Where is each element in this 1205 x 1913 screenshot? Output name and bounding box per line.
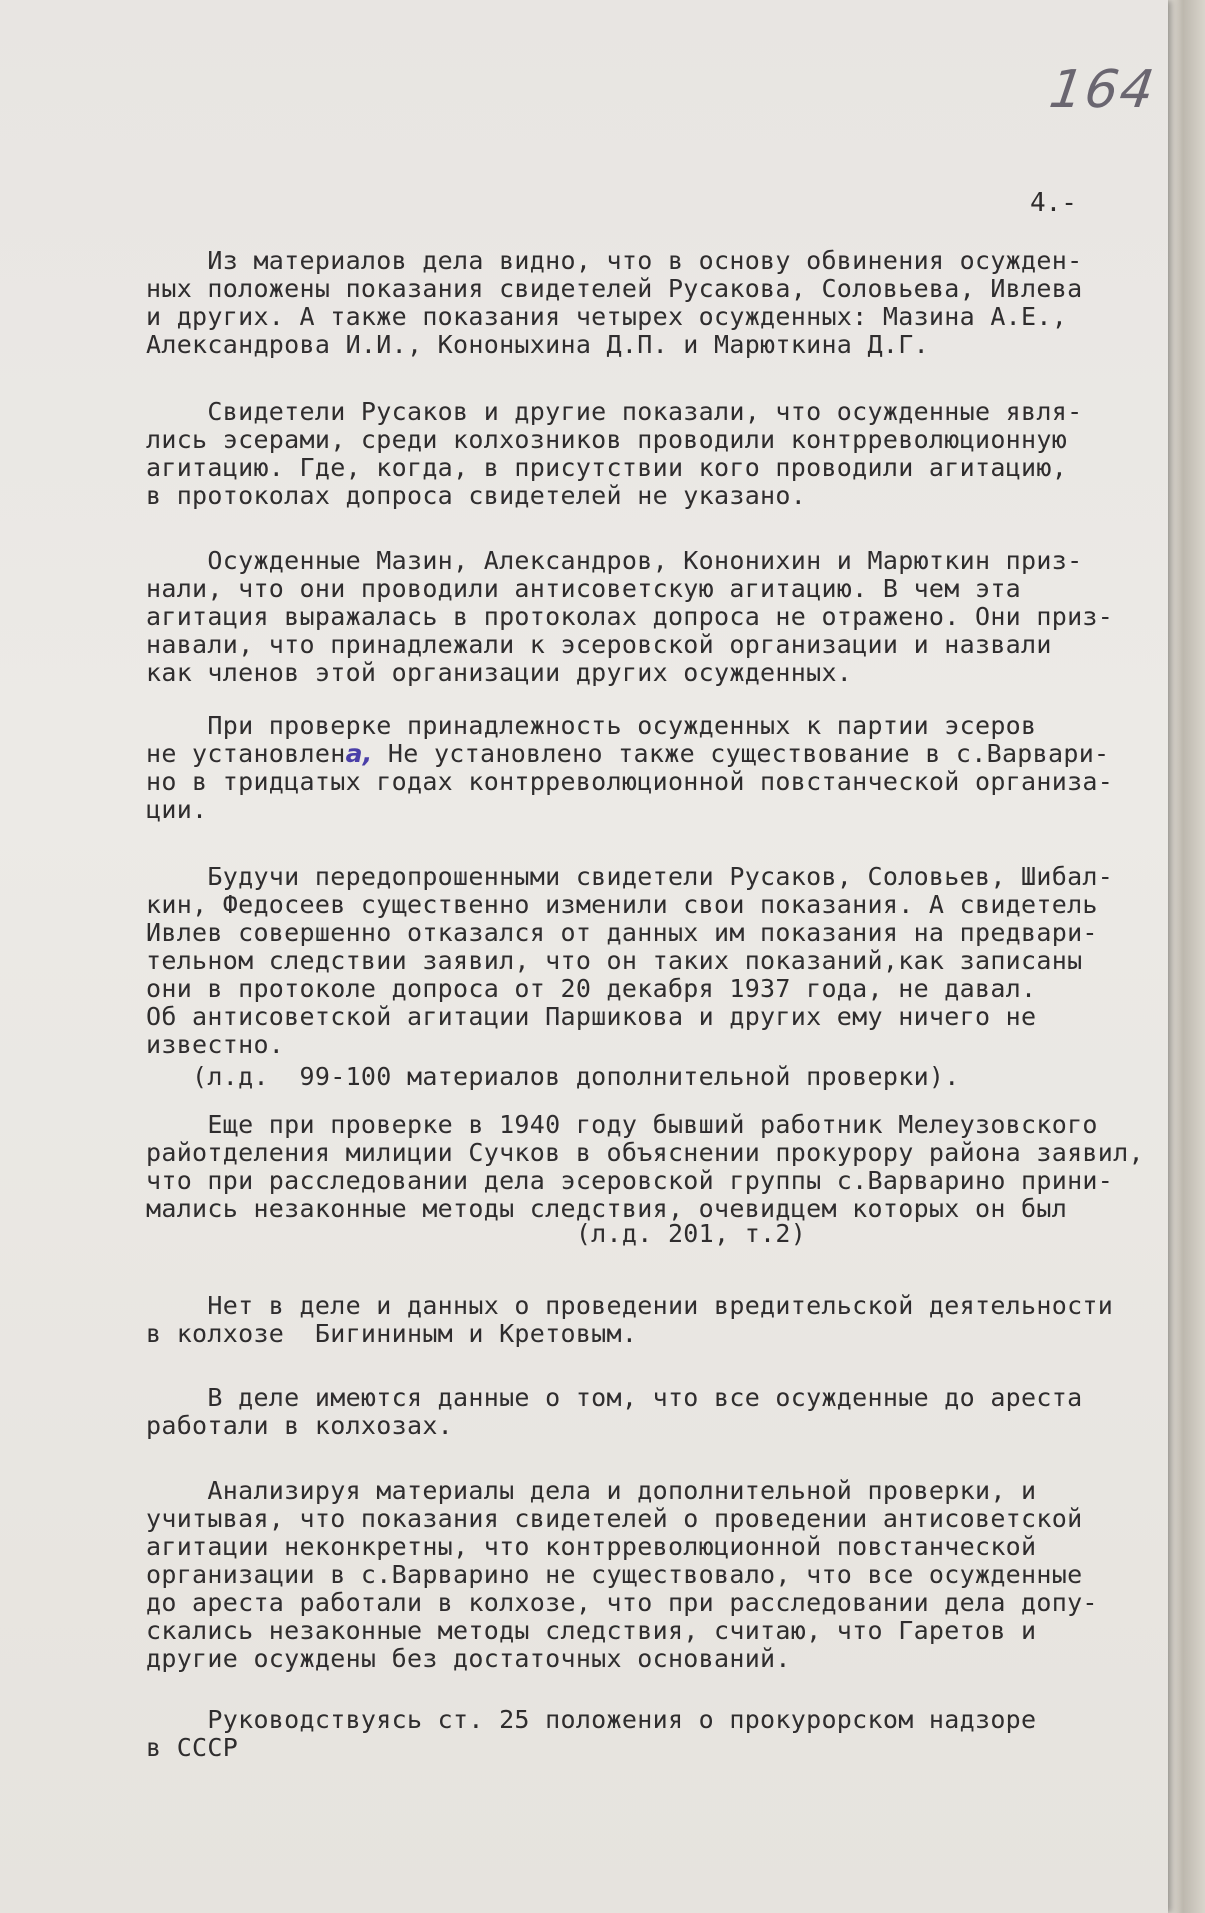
text-line: Осужденные Мазин, Александров, Кононихин и Марюткин приз- (146, 546, 1083, 575)
text-line: в СССР (146, 1733, 239, 1762)
text-line: Руководствуясь ст. 25 положения о прокурорском надзоре (146, 1705, 1037, 1734)
text-fragment: Не установлено также существование в с.Варвари- (372, 739, 1110, 768)
text-fragment: не установлен (146, 739, 346, 768)
page-number: 4.- (1030, 188, 1077, 218)
text-line: тельном следствии заявил, что он таких показаний,как записаны (146, 946, 1083, 975)
text-line: но в тридцатых годах контрреволюционной повстанческой организа- (146, 767, 1114, 796)
text-line: навали, что принадлежали к эсеровской организации и назвали (146, 630, 1052, 659)
text-line: работали в колхозах. (146, 1411, 454, 1440)
text-line: мались незаконные методы следствия, очевидцем которых он был (146, 1194, 1068, 1223)
text-line: и других. А также показания четырех осужденных: Мазина А.Е., (146, 302, 1068, 331)
text-line: скались незаконные методы следствия, считаю, что Гаретов и (146, 1616, 1037, 1645)
text-line: Об антисоветской агитации Паршикова и других ему ничего не (146, 1002, 1037, 1031)
text-line: Александрова И.И., Кононыхина Д.П. и Марюткина Д.Г. (146, 330, 929, 359)
text-line: как членов этой организации других осужденных. (146, 658, 853, 687)
text-line: нали, что они проводили антисоветскую агитацию. В чем эта (146, 574, 1022, 603)
text-line: они в протоколе допроса от 20 декабря 1937 года, не давал. (146, 974, 1037, 1003)
reference-line: (л.д. 99-100 материалов дополнительной проверки). (146, 1062, 960, 1091)
text-line: ции. (146, 795, 208, 824)
text-line: Будучи передопрошенными свидетели Русаков, Соловьев, Шибал- (146, 862, 1114, 891)
text-line: При проверке принадлежность осужденных к партии эсеров (146, 711, 1037, 740)
text-line: Из материалов дела видно, что в основу обвинения осужден- (146, 246, 1083, 275)
text-line: Анализируя материалы дела и дополнительной проверки, и (146, 1476, 1037, 1505)
text-line: до ареста работали в колхозе, что при расследовании дела допу- (146, 1588, 1098, 1617)
text-line (146, 740, 1109, 768)
text-line: что при расследовании дела эсеровской группы с.Варварино прини- (146, 1166, 1114, 1195)
text-line: учитывая, что показания свидетелей о проведении антисоветской (146, 1504, 1083, 1533)
text-line: кин, Федосеев существенно изменили свои показания. А свидетель (146, 890, 1098, 919)
text-line: агитация выражалась в протоколах допроса не отражено. Они приз- (146, 602, 1114, 631)
text-line: Нет в деле и данных о проведении вредительской деятельности (146, 1291, 1114, 1320)
text-line: ных положены показания свидетелей Русакова, Соловьева, Ивлева (146, 274, 1083, 303)
text-line: в колхозе Бигининым и Кретовым. (146, 1319, 638, 1348)
text-line: в протоколах допроса свидетелей не указано. (146, 481, 807, 510)
text-line: Ивлев совершенно отказался от данных им показания на предвари- (146, 918, 1098, 947)
reference-line: (л.д. 201, т.2) (146, 1219, 807, 1248)
handwritten-correction: а, (345, 739, 373, 768)
text-line: агитации неконкретны, что контрреволюционной повстанческой (146, 1532, 1037, 1561)
text-line: лись эсерами, среди колхозников проводили контрреволюционную (146, 425, 1068, 454)
text-line: организации в с.Варварино не существовало, что все осужденные (146, 1560, 1083, 1589)
text-line: Еще при проверке в 1940 году бывший работник Мелеузовского (146, 1110, 1098, 1139)
text-line: райотделения милиции Сучков в объяснении прокурору района заявил, (146, 1138, 1144, 1167)
text-line: другие осуждены без достаточных оснований. (146, 1644, 791, 1673)
text-line: В деле имеются данные о том, что все осужденные до ареста (146, 1383, 1083, 1412)
text-line: известно. (146, 1030, 285, 1059)
text-line: агитацию. Где, когда, в присутствии кого проводили агитацию, (146, 453, 1068, 482)
handwritten-folio-number: 164 (1045, 60, 1160, 120)
text-line: Свидетели Русаков и другие показали, что осужденные явля- (146, 397, 1083, 426)
